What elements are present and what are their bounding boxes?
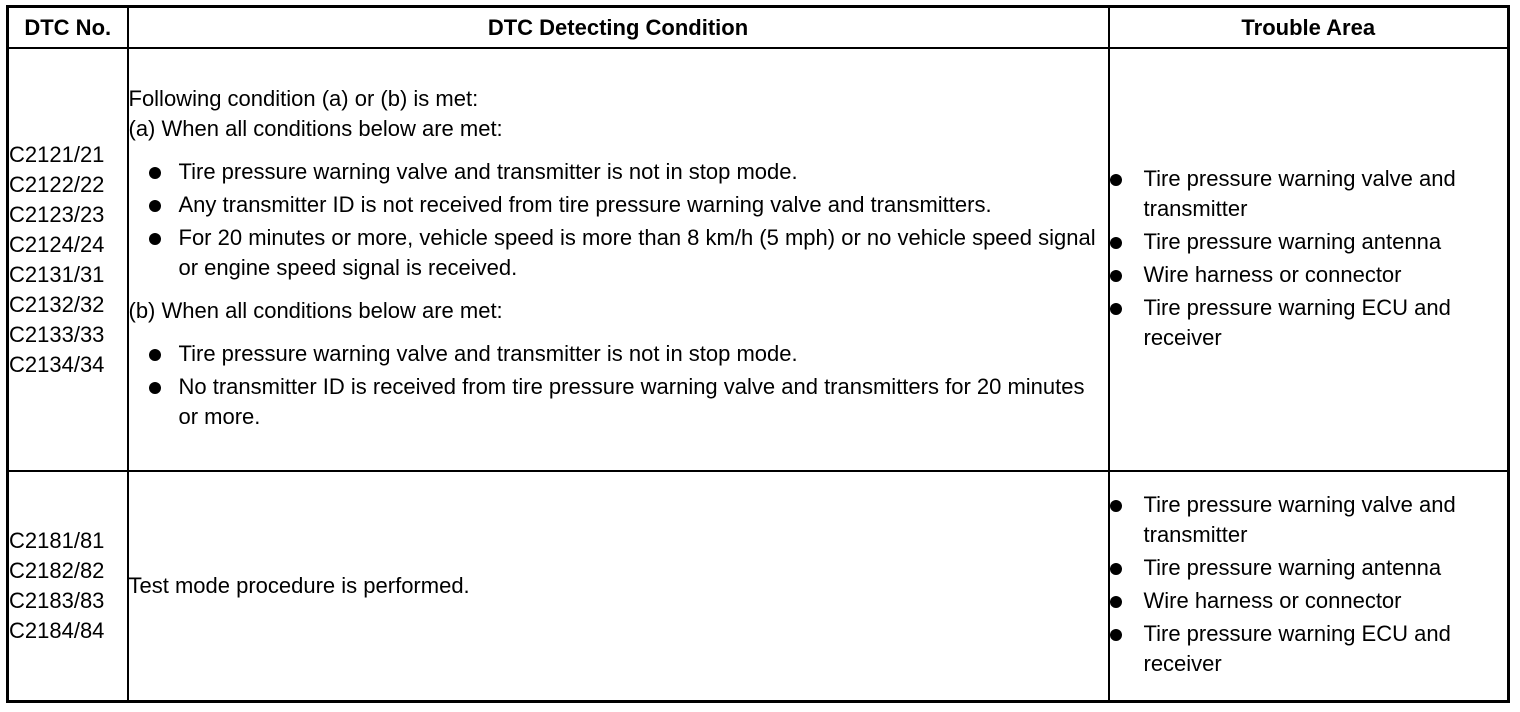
dtc-code: C2181/81	[9, 528, 105, 553]
trouble-area-cell	[1109, 471, 1509, 702]
list-item	[1110, 586, 1508, 616]
condition-text: Test mode procedure is performed.	[128, 573, 470, 598]
bullet-icon	[1110, 629, 1122, 641]
dtc-code: C2123/23	[9, 201, 105, 227]
list-item	[1110, 490, 1508, 550]
list-item	[149, 157, 1108, 187]
list-item-text: Wire harness or connector	[1143, 261, 1402, 287]
header-trouble-area: Trouble Area	[1109, 7, 1509, 49]
list-item-text: Tire pressure warning valve and transmitter	[1143, 492, 1456, 547]
detecting-condition-cell	[128, 471, 1109, 702]
detecting-condition-cell	[128, 48, 1109, 471]
condition-b-heading: (b) When all conditions below are met:	[128, 298, 503, 323]
dtc-code: C2182/82	[9, 558, 105, 583]
list-item	[149, 190, 1108, 220]
list-item	[149, 339, 1108, 369]
list-item-text: Tire pressure warning antenna	[1143, 555, 1442, 580]
bullet-icon	[1110, 237, 1122, 249]
table-row	[8, 471, 1509, 702]
dtc-code: C2133/33	[9, 321, 105, 347]
bullet-icon	[1110, 303, 1122, 315]
dtc-code: C2122/22	[9, 171, 105, 197]
table-header-row	[8, 7, 1509, 49]
dtc-table-container	[6, 5, 1510, 703]
bullet-icon	[1110, 596, 1122, 608]
bullet-icon	[149, 167, 161, 179]
list-item-text: Tire pressure warning valve and transmitter is not in stop mode.	[178, 159, 798, 184]
list-item	[1110, 553, 1508, 583]
list-item	[1110, 227, 1508, 257]
trouble-area-list	[1110, 490, 1508, 679]
list-item-text: Tire pressure warning antenna	[1143, 228, 1442, 254]
dtc-codes-cell	[8, 471, 128, 702]
bullet-icon	[149, 382, 161, 394]
list-item-text: Tire pressure warning valve and transmitter is not in stop mode.	[178, 341, 798, 366]
dtc-table	[6, 5, 1510, 703]
list-item	[149, 223, 1108, 283]
trouble-area-cell	[1109, 48, 1509, 471]
condition-b-list	[149, 339, 1108, 432]
list-item	[1110, 164, 1508, 224]
dtc-code: C2124/24	[9, 231, 105, 257]
list-item	[1110, 619, 1508, 679]
header-detecting-condition: DTC Detecting Condition	[128, 7, 1109, 49]
condition-intro: Following condition (a) or (b) is met:	[128, 86, 479, 111]
list-item-text: Tire pressure warning ECU and receiver	[1143, 621, 1451, 676]
list-item-text: For 20 minutes or more, vehicle speed is more than 8 km/h (5 mph) or no vehicle speed signal or engine speed signal is received.	[178, 225, 1096, 280]
dtc-code: C2132/32	[9, 291, 105, 317]
dtc-code: C2131/31	[9, 261, 105, 287]
condition-a-heading: (a) When all conditions below are met:	[128, 116, 503, 141]
dtc-code: C2184/84	[9, 618, 105, 643]
dtc-codes-cell	[8, 48, 128, 471]
list-item-text: No transmitter ID is received from tire pressure warning valve and transmitters for 20 minutes or more.	[178, 374, 1085, 429]
table-row	[8, 48, 1509, 471]
list-item	[1110, 260, 1508, 290]
list-item-text: Tire pressure warning ECU and receiver	[1143, 294, 1451, 350]
bullet-icon	[149, 349, 161, 361]
bullet-icon	[149, 200, 161, 212]
bullet-icon	[1110, 270, 1122, 282]
header-dtc-no: DTC No.	[8, 7, 128, 49]
list-item	[1110, 293, 1508, 353]
list-item-text: Any transmitter ID is not received from tire pressure warning valve and transmitters.	[178, 192, 992, 217]
list-item-text: Wire harness or connector	[1143, 588, 1402, 613]
list-item-text: Tire pressure warning valve and transmitter	[1143, 165, 1456, 221]
bullet-icon	[149, 233, 161, 245]
bullet-icon	[1110, 174, 1122, 186]
dtc-code: C2183/83	[9, 588, 105, 613]
bullet-icon	[1110, 500, 1122, 512]
trouble-area-list	[1110, 164, 1508, 353]
dtc-code: C2134/34	[9, 351, 105, 377]
condition-a-list	[149, 157, 1108, 283]
bullet-icon	[1110, 563, 1122, 575]
list-item	[149, 372, 1108, 432]
dtc-code: C2121/21	[9, 141, 105, 167]
